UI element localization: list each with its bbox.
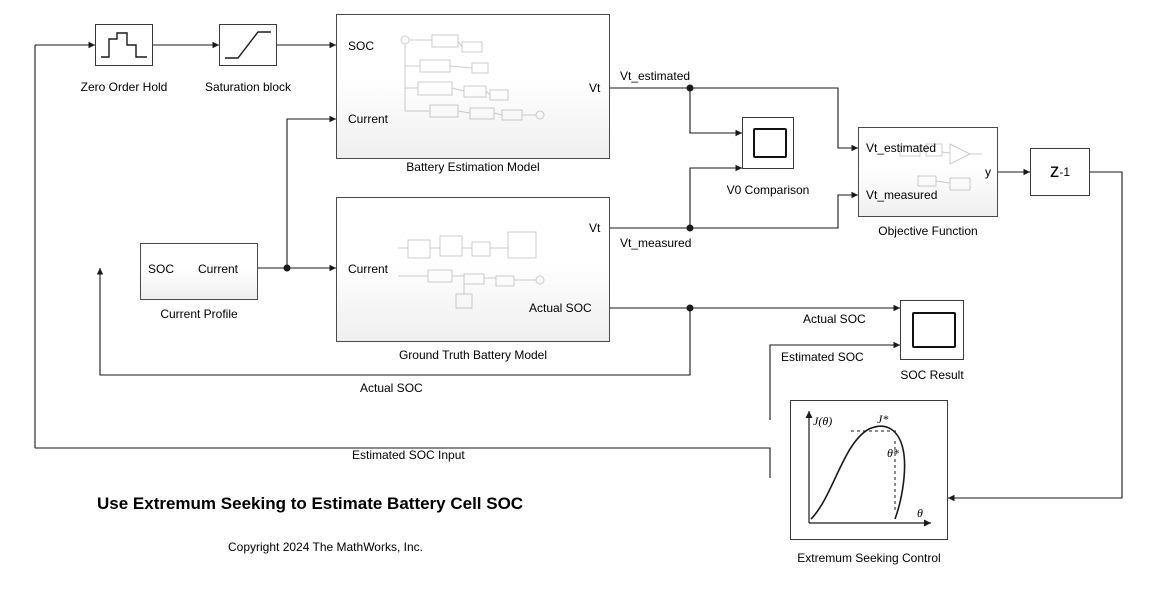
signal-label-estimated-soc-input: Estimated SOC Input xyxy=(352,448,465,462)
block-label-ground-truth-battery-model: Ground Truth Battery Model xyxy=(398,348,548,362)
port-label-current-profile-current: Current xyxy=(198,262,239,276)
scope-icon xyxy=(912,312,956,348)
block-label-battery-estimation-model: Battery Estimation Model xyxy=(406,160,540,174)
signal-label-actual-soc-scope: Actual SOC xyxy=(803,312,866,326)
block-zero-order-hold[interactable] xyxy=(95,24,153,66)
cost-function-curve-icon xyxy=(791,401,947,539)
port-label-battery-current: Current xyxy=(348,112,389,126)
port-label-objective-vt-estimated: Vt_estimated xyxy=(866,141,937,155)
port-label-ground-truth-current: Current xyxy=(348,262,389,276)
unit-delay-text: z xyxy=(1049,161,1060,182)
copyright-text: Copyright 2024 The MathWorks, Inc. xyxy=(228,540,423,554)
block-label-current-profile: Current Profile xyxy=(160,307,238,321)
block-label-extremum-seeking-control: Extremum Seeking Control xyxy=(797,551,941,565)
port-label-ground-truth-actual-soc: Actual SOC xyxy=(529,301,592,315)
block-unit-delay[interactable] xyxy=(1030,148,1090,196)
signal-label-vt-estimated: Vt_estimated xyxy=(620,69,691,83)
page-title: Use Extremum Seeking to Estimate Battery Cell SOC xyxy=(97,494,524,513)
port-label-current-profile-soc: SOC xyxy=(148,262,175,276)
block-label-saturation: Saturation block xyxy=(204,80,292,94)
scope-icon xyxy=(753,128,787,158)
block-label-soc-result: SOC Result xyxy=(900,368,964,382)
battery-estimation-model-thumbnail xyxy=(390,30,565,135)
block-label-v0-comparison: V0 Comparison xyxy=(726,183,810,197)
svg-text:θ*: θ* xyxy=(887,446,899,460)
signal-label-estimated-soc-scope: Estimated SOC xyxy=(781,350,864,364)
saturation-curve-icon xyxy=(220,25,276,65)
port-label-ground-truth-vt: Vt xyxy=(589,221,601,235)
unit-delay-exponent: -1 xyxy=(1059,165,1071,179)
step-waveform-icon xyxy=(96,25,152,65)
svg-text:θ: θ xyxy=(917,506,923,520)
port-label-battery-soc: SOC xyxy=(348,39,375,53)
block-saturation[interactable] xyxy=(219,24,277,66)
port-label-objective-vt-measured: Vt_measured xyxy=(866,188,938,202)
block-label-objective-function: Objective Function xyxy=(878,224,978,238)
block-extremum-seeking-control[interactable] xyxy=(790,400,948,540)
signal-label-actual-soc-feedback: Actual SOC xyxy=(360,381,423,395)
block-label-zero-order-hold: Zero Order Hold xyxy=(80,80,168,94)
svg-text:J(θ): J(θ) xyxy=(813,414,833,428)
port-label-objective-y: y xyxy=(985,165,991,179)
port-label-battery-vt: Vt xyxy=(589,81,601,95)
signal-label-vt-measured: Vt_measured xyxy=(620,236,692,250)
svg-text:J*: J* xyxy=(877,412,889,426)
